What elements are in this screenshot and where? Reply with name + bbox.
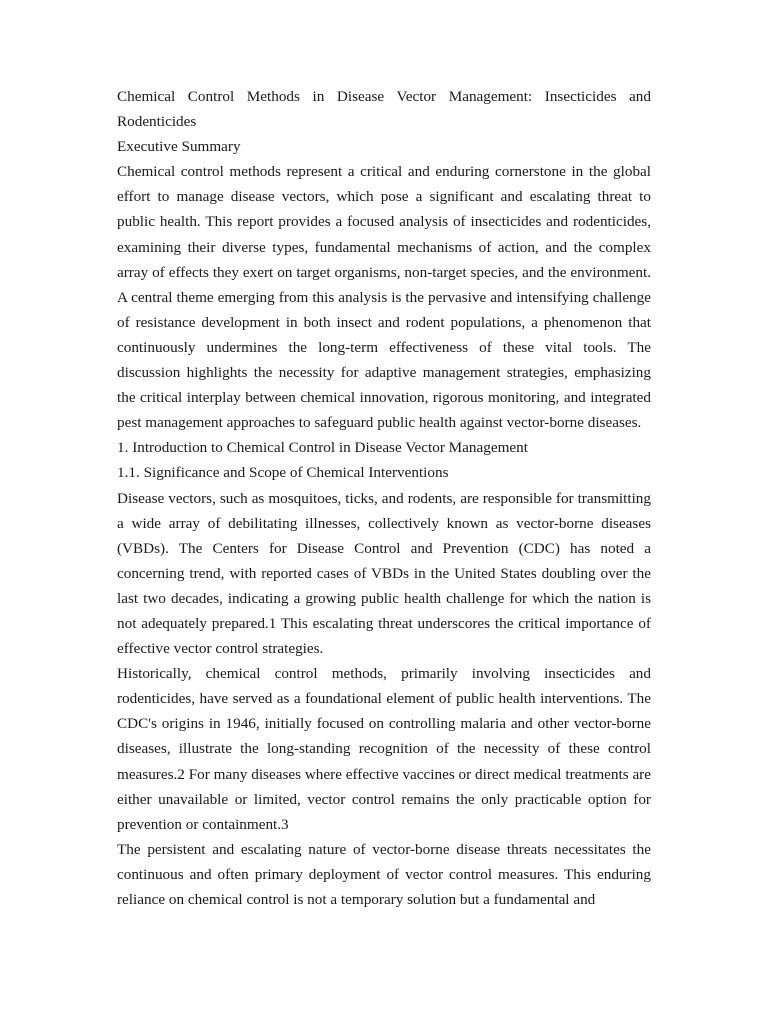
body-paragraph-3: The persistent and escalating nature of vector-borne disease threats necessitates the continuous and often primary deployment of vector control measures. This enduring reliance on chemical control is not a temporary solution but a fundamental and xyxy=(117,840,651,908)
section-1-heading: 1. Introduction to Chemical Control in Disease Vector Management xyxy=(117,439,528,457)
executive-summary-paragraph: Chemical control methods represent a critical and enduring cornerstone in the global effort to manage disease vectors, which pose a significant and escalating threat to public health. This report provides a focused analysis of insecticides and rodenticides, examining their diverse types, fundamental mechanisms of action, and the complex array of effects they exert on target organisms, non-target species, and the environment. A central theme emerging from this analysis is the pervasive and intensifying challenge of resistance development in both insect and rodent populations, a phenomenon that continuously undermines the long-term effectiveness of these vital tools. The discussion highlights the necessity for adaptive management strategies, emphasizing the critical interplay between chemical innovation, rigorous monitoring, and integrated pest management approaches to safeguard public health against vector-borne diseases. xyxy=(117,163,651,432)
document-page xyxy=(117,84,651,912)
document-title: Chemical Control Methods in Disease Vector Management: Insecticides and Rodenticides xyxy=(117,88,651,131)
executive-summary-heading: Executive Summary xyxy=(117,138,241,156)
section-1-1-heading: 1.1. Significance and Scope of Chemical Interventions xyxy=(117,464,449,482)
body-paragraph-2: Historically, chemical control methods, primarily involving insecticides and rodenticides, have served as a foundational element of public health interventions. The CDC's origins in 1946, initially focused on controlling malaria and other vector-borne diseases, illustrate the long-standing recognition of the necessity of these control measures.2 For many diseases where effective vaccines or direct medical treatments are either unavailable or limited, vector control remains the only practicable option for prevention or containment.3 xyxy=(117,665,651,833)
body-paragraph-1: Disease vectors, such as mosquitoes, ticks, and rodents, are responsible for transmitting a wide array of debilitating illnesses, collectively known as vector-borne diseases (VBDs). The Centers for Disease Control and Prevention (CDC) has noted a concerning trend, with reported cases of VBDs in the United States doubling over the last two decades, indicating a growing public health challenge for which the nation is not adequately prepared.1 This escalating threat underscores the critical importance of effective vector control strategies. xyxy=(117,489,651,658)
